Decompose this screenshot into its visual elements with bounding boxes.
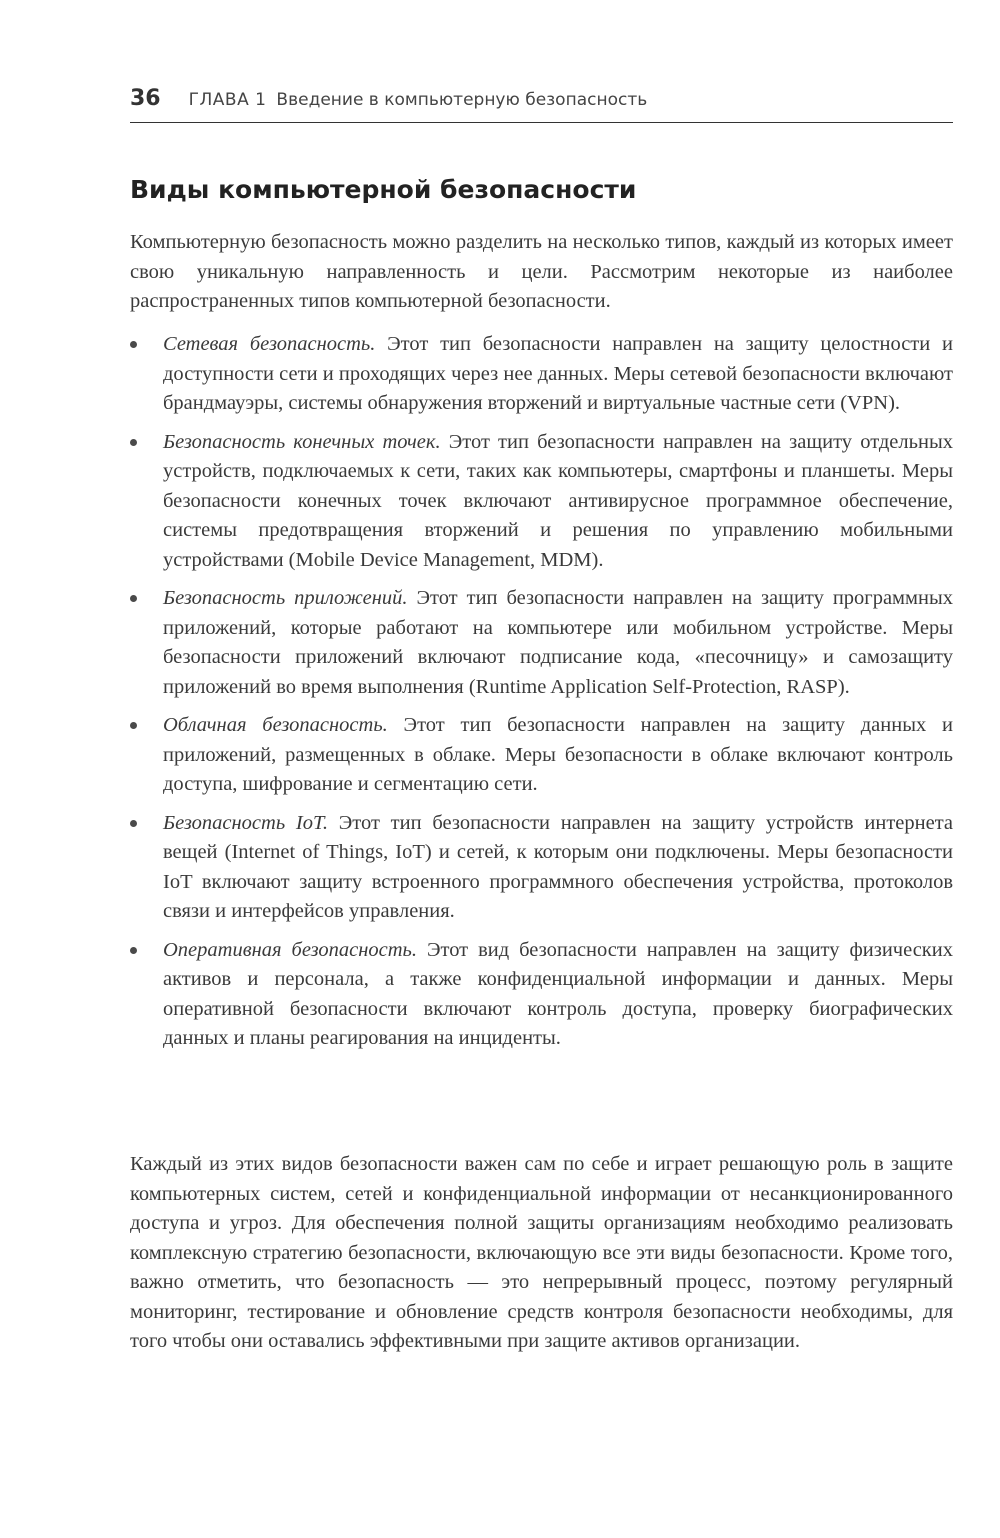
list-item-text: Этот тип безопасности направлен на защиту устройств интернета вещей (Internet of Things, IoT) и сетей, к которым они подключены. Меры безопасности IoT включают защиту встроенного программного обеспечения устройства, протоколов связи и интерфейсов управления. (163, 811, 954, 922)
list-item (130, 330, 953, 419)
closing-paragraph: Каждый из этих видов безопасности важен сам по себе и играет решающую роль в защите компьютерных систем, сетей и конфиденциальной информации от несанкционированного доступа и угроз. Для обеспечения полной защиты организациям необходимо реализовать комплексную стратегию безопасности, включающую все эти виды безопасности. Кроме того, важно отметить, что безопасность — это непрерывный процесс, поэтому регулярный мониторинг, тестирование и обновление средств контроля безопасности необходимы, для того чтобы они оставались эффективными при защите активов организации. (130, 1153, 953, 1352)
bullet-icon (130, 341, 137, 348)
section-title: Виды компьютерной безопасности (130, 175, 637, 204)
list-item (130, 584, 953, 702)
chapter-title: Введение в компьютерную безопасность (276, 90, 648, 110)
list-item (130, 809, 953, 927)
list-item-term: Облачная безопасность. (163, 714, 388, 736)
bullet-icon (130, 820, 137, 827)
running-header (130, 86, 953, 123)
bullet-icon (130, 722, 137, 729)
list-item (130, 936, 953, 1054)
list-item-term: Оперативная безопасность. (163, 938, 418, 961)
list-item (130, 711, 953, 800)
page-number: 36 (130, 86, 161, 111)
list-item-text: Этот вид безопасности направлен на защиту физических активов и персонала, а также конфиденциальной информации и данных. Меры оперативной безопасности включают контроль доступа, проверку биографических данных и планы реагирования на инциденты. (163, 938, 953, 1049)
list-item-term: Сетевая безопасность. (163, 333, 376, 355)
bullet-icon (130, 947, 137, 954)
list-item-text: Этот тип безопасности направлен на защиту программных приложений, которые работают на компьютере или мобильном устройстве. Меры безопасности приложений включают подписание кода, «песочницу» и самозащиту приложений во время выполнения (Runtime Application Self-Protection, RASP). (163, 587, 953, 698)
list-item-term: Безопасность конечных точек. (163, 430, 441, 453)
chapter-label: ГЛАВА 1 (188, 90, 267, 110)
list-item (130, 428, 953, 576)
bullet-icon (130, 439, 137, 446)
list-item-term: Безопасность IoT. (163, 811, 328, 834)
list-item-text: Этот тип безопасности направлен на защиту данных и приложений, размещенных в облаке. Меры безопасности в облаке включают контроль доступа, шифрование и сегментацию сети. (163, 714, 953, 795)
security-types-list (130, 330, 953, 1063)
list-item-text: Этот тип безопасности направлен на защиту целостности и доступности сети и проходящих через нее данных. Меры сетевой безопасности включают брандмауэры, системы обнаружения вторжений и виртуальные частные сети (VPN). (163, 333, 953, 414)
list-item-text: Этот тип безопасности направлен на защиту отдельных устройств, подключаемых к сети, таких как компьютеры, смартфоны и планшеты. Меры безопасности конечных точек включают антивирусное программное обеспечение, системы предотвращения вторжений и решения по управлению мобильными устройствами (Mobile Device Management, MDM). (163, 430, 953, 571)
intro-paragraph: Компьютерную безопасность можно разделить на несколько типов, каждый из которых имеет свою уникальную направленность и цели. Рассмотрим некоторые из наиболее распространенных типов компьютерной безопасности. (130, 231, 953, 312)
bullet-icon (130, 595, 137, 602)
list-item-term: Безопасность приложений. (163, 587, 408, 609)
